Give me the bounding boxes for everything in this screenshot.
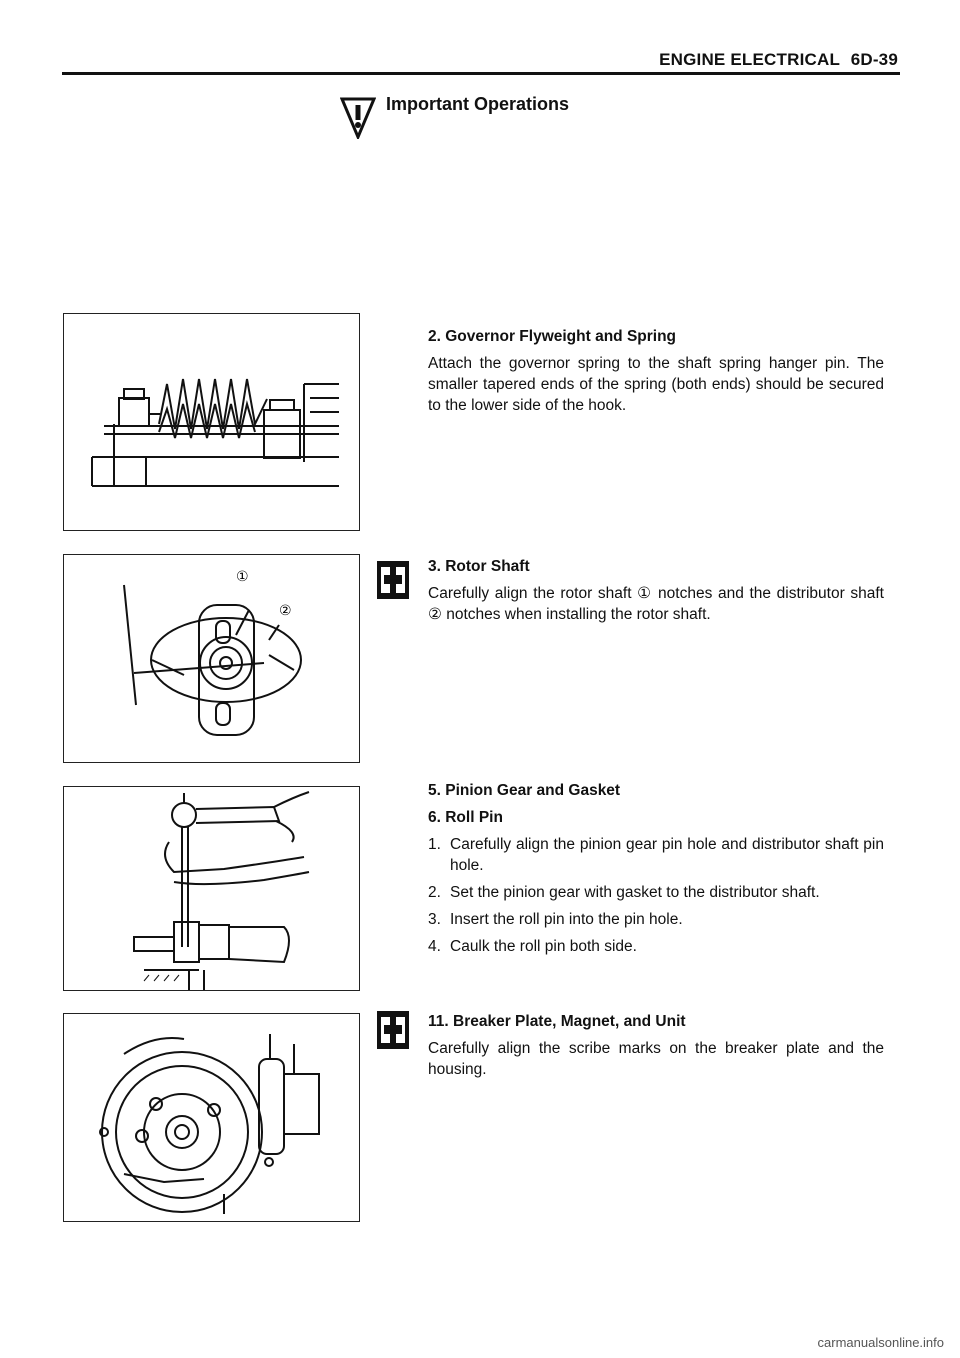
list-item (428, 936, 884, 957)
section-breaker-body: Carefully align the scribe marks on the breaker plate and the housing. (428, 1040, 884, 1078)
step-number: 3. (428, 911, 441, 928)
step-number: 4. (428, 938, 441, 955)
section-breaker-heading: 11. Breaker Plate, Magnet, and Unit (428, 1013, 686, 1030)
section-governor-heading: 2. Governor Flyweight and Spring (428, 328, 677, 345)
warning-triangle-icon (340, 95, 376, 139)
pinion-steps-list (428, 834, 884, 957)
section-rotor (428, 556, 884, 625)
callout-2: ② (279, 603, 292, 619)
governor-spring-illustration (64, 314, 359, 530)
callout-1: ① (236, 569, 249, 585)
figure-breaker-plate (63, 1013, 360, 1222)
header-page-number: 6D-39 (850, 50, 898, 69)
figure-rotor-shaft (63, 554, 360, 763)
important-operations-title: Important Operations (386, 94, 570, 114)
list-item (428, 882, 884, 903)
breaker-plate-illustration (64, 1014, 359, 1221)
footer-watermark: carmanualsonline.info (817, 1335, 944, 1350)
page-header (659, 50, 898, 70)
section-pinion-heading-1: 5. Pinion Gear and Gasket (428, 782, 621, 799)
header-section-title: ENGINE ELECTRICAL (659, 50, 840, 69)
header-rule (62, 72, 900, 75)
step-text: Carefully align the pinion gear pin hole and distributor shaft pin hole. (450, 836, 884, 874)
special-tool-icon (376, 560, 410, 600)
list-item (428, 834, 884, 876)
special-tool-icon (376, 1010, 410, 1050)
step-text: Insert the roll pin into the pin hole. (450, 911, 683, 928)
section-pinion (428, 780, 884, 963)
section-governor (428, 326, 884, 416)
figure-roll-pin (63, 786, 360, 991)
rotor-shaft-illustration (64, 555, 359, 762)
list-item (428, 909, 884, 930)
step-number: 2. (428, 884, 441, 901)
section-governor-body: Attach the governor spring to the shaft spring hanger pin. The smaller tapered ends of the spring (both ends) should be secured to the lower side of the hook. (428, 355, 884, 414)
section-rotor-body: Carefully align the rotor shaft ① notches and the distributor shaft ② notches when installing the rotor shaft. (428, 585, 884, 623)
section-breaker (428, 1011, 884, 1080)
figure-governor-spring (63, 313, 360, 531)
section-rotor-heading: 3. Rotor Shaft (428, 558, 530, 575)
step-number: 1. (428, 836, 441, 853)
step-text: Caulk the roll pin both side. (450, 938, 637, 955)
roll-pin-illustration (64, 787, 359, 990)
step-text: Set the pinion gear with gasket to the distributor shaft. (450, 884, 820, 901)
section-pinion-heading-2: 6. Roll Pin (428, 809, 503, 826)
